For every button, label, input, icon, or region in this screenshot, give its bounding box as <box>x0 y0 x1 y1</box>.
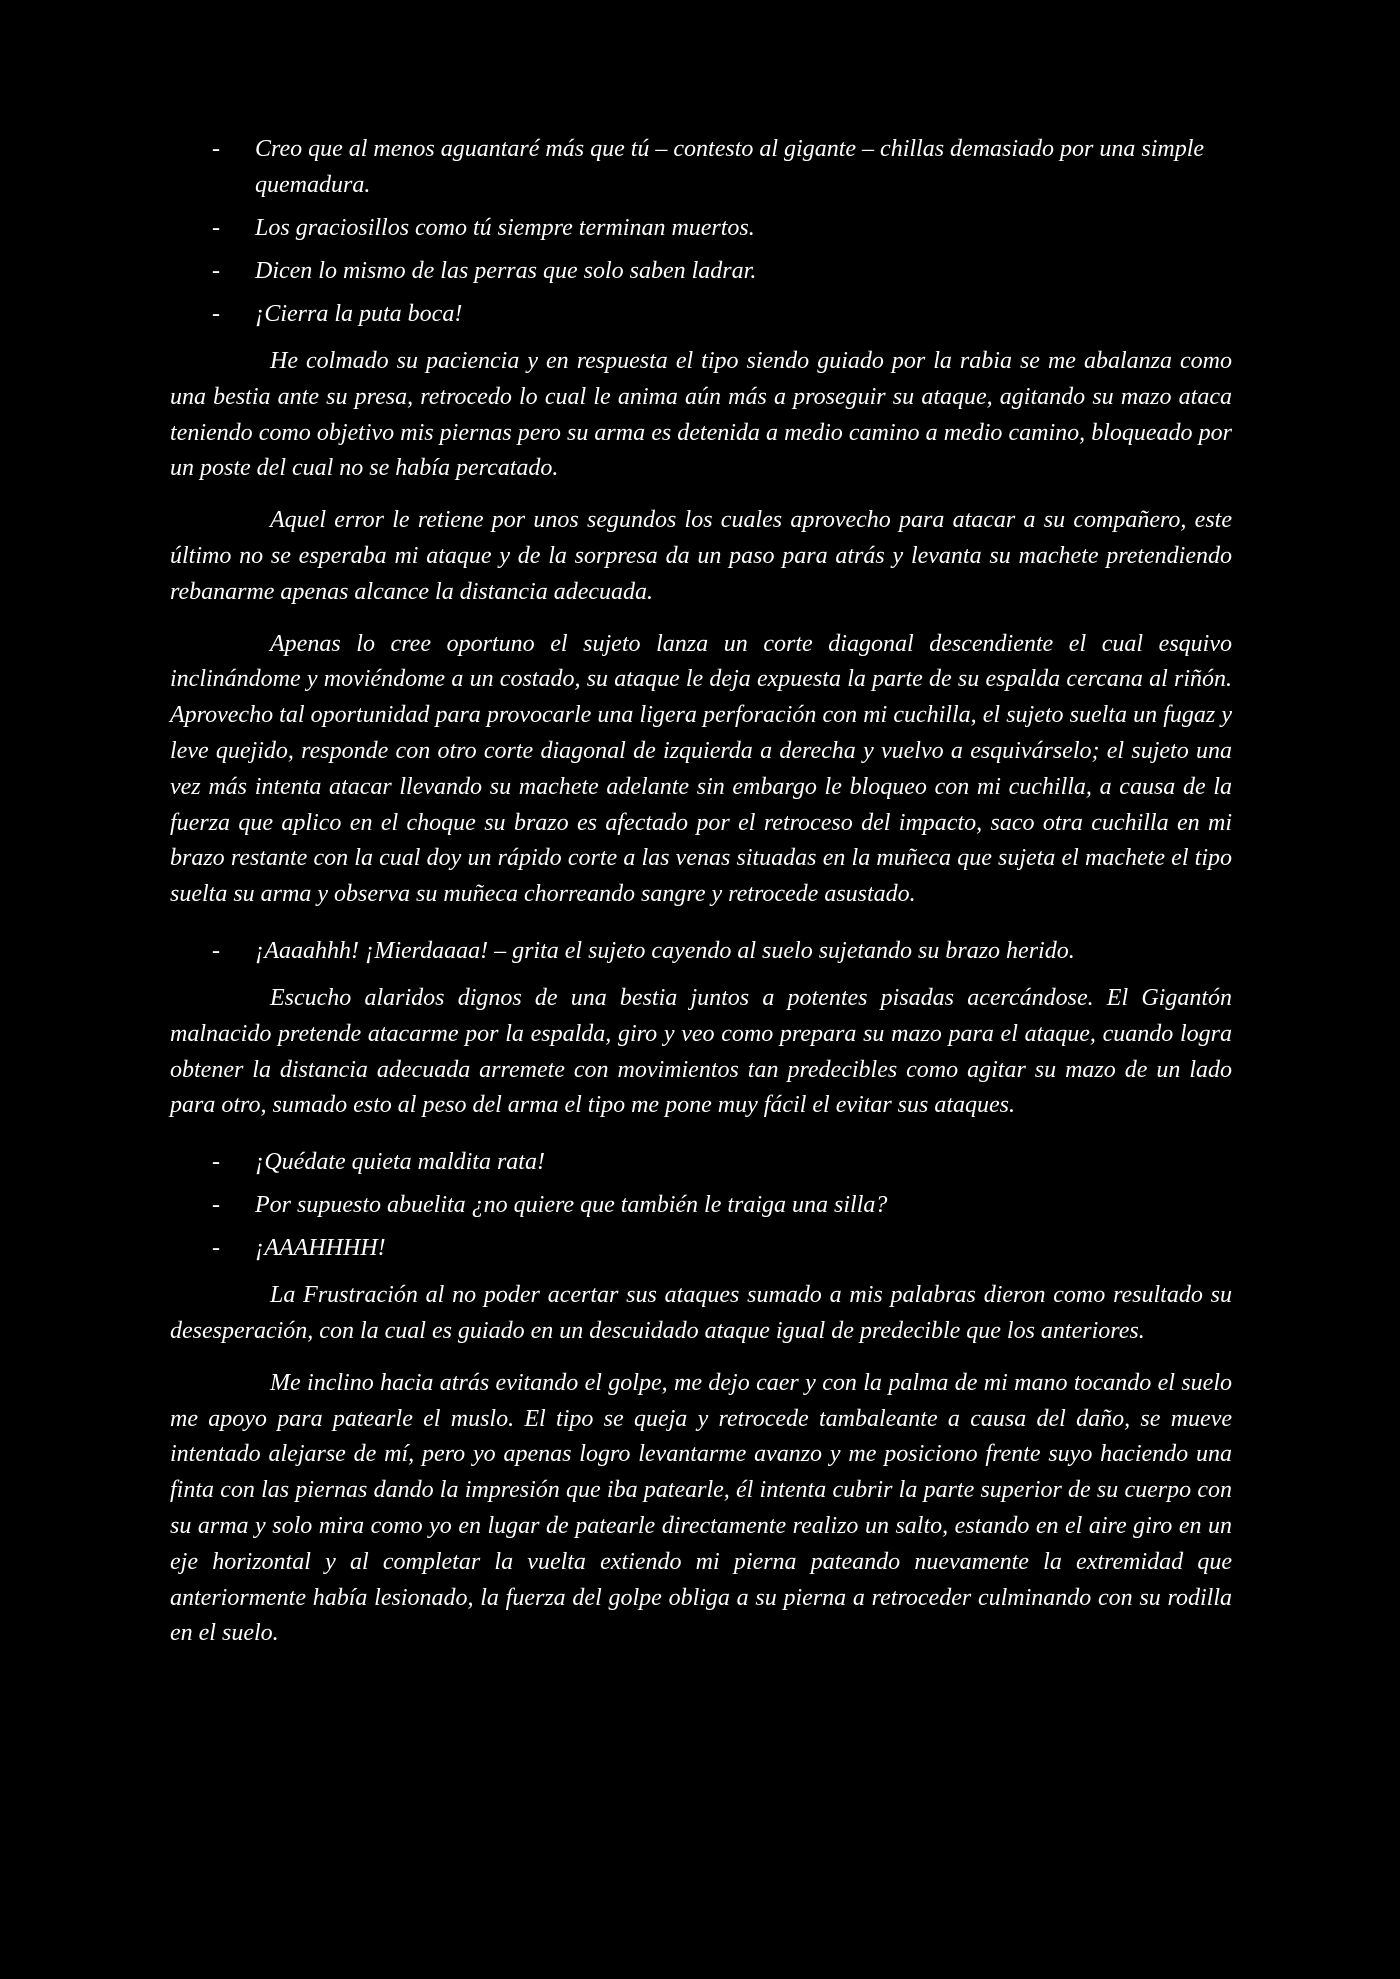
dialogue-dash: - <box>212 1192 220 1219</box>
dialogue-text: Los graciosillos como tú siempre terminan muertos. <box>255 215 755 241</box>
dialogue-dash: - <box>212 1149 220 1176</box>
dialogue-text: ¡Aaaahhh! ¡Mierdaaaa! – grita el sujeto cayendo al suelo sujetando su brazo herido. <box>255 937 1075 964</box>
dialogue-line <box>170 1187 1232 1223</box>
dialogue-text: Dicen lo mismo de las perras que solo saben ladrar. <box>255 258 757 284</box>
dialogue-dash: - <box>212 1235 220 1262</box>
body-paragraph: Me inclino hacia atrás evitando el golpe, me dejo caer y con la palma de mi mano tocando el suelo me apoyo para patearle el muslo. El tipo se queja y retrocede tambaleante a causa del daño, se mueve intentado alejarse de mí, pero yo apenas logro levantarme avanzo y me posiciono frente suyo haciendo una finta con las piernas dando la impresión que iba patearle, él intenta cubrir la parte superior de su cuerpo con su arma y solo mira como yo en lugar de patearle directamente realizo un salto, estando en el aire giro en un eje horizontal y al completar la vuelta extiendo mi pierna pateando nuevamente la extremidad que anteriormente había lesionado, la fuerza del golpe obliga a su pierna a retroceder culminando con su rodilla en el suelo. <box>170 1369 1232 1647</box>
dialogue-text: Creo que al menos aguantaré más que tú – contesto al gigante – chillas demasiado por una simple quemadura. <box>255 136 1205 198</box>
dialogue-block <box>170 1144 1232 1266</box>
body-paragraph: He colmado su paciencia y en respuesta el tipo siendo guiado por la rabia se me abalanza como una bestia ante su presa, retrocedo lo cual le anima aún más a proseguir su ataque, agitando su mazo ataca teniendo como objetivo mis piernas pero su arma es detenida a medio camino a medio camino, bloqueado por un poste del cual no se había percatado. <box>170 348 1232 482</box>
dialogue-dash: - <box>212 215 220 241</box>
dialogue-line <box>170 933 1232 969</box>
dialogue-line <box>170 210 1232 246</box>
document-page <box>170 131 1232 1668</box>
dialogue-text: Por supuesto abuelita ¿no quiere que también le traiga una silla? <box>255 1192 888 1219</box>
body-paragraph: Escucho alaridos dignos de una bestia juntos a potentes pisadas acercándose. El Gigantón malnacido pretende atacarme por la espalda, giro y veo como prepara su mazo para el ataque, cuando logra obtener la distancia adecuada arremete con movimientos tan predecibles como agitar su mazo de un lado para otro, sumado esto al peso del arma el tipo me pone muy fácil el evitar sus ataques. <box>170 984 1232 1119</box>
dialogue-line <box>170 131 1232 203</box>
dialogue-dash: - <box>212 258 220 284</box>
dialogue-line <box>170 1230 1232 1266</box>
dialogue-line <box>170 1144 1232 1180</box>
dialogue-text: ¡AAAHHHH! <box>255 1235 386 1262</box>
dialogue-block <box>170 933 1232 969</box>
dialogue-text: ¡Quédate quieta maldita rata! <box>255 1149 545 1176</box>
dialogue-text: ¡Cierra la puta boca! <box>255 301 463 327</box>
body-paragraph: Apenas lo cree oportuno el sujeto lanza un corte diagonal descendiente el cual esquivo inclinándome y moviéndome a un costado, su ataque le deja expuesta la parte de su espalda cercana al riñón. Aprovecho tal oportunidad para provocarle una ligera perforación con mi cuchilla, el sujeto suelta un fugaz y leve quejido, responde con otro corte diagonal de izquierda a derecha y vuelvo a esquivárselo; el sujeto una vez más intenta atacar llevando su machete adelante sin embargo le bloqueo con mi cuchilla, a causa de la fuerza que aplico en el choque su brazo es afectado por el retroceso del impacto, saco otra cuchilla en mi brazo restante con la cual doy un rápido corte a las venas situadas en la muñeca que sujeta el machete el tipo suelta su arma y observa su muñeca chorreando sangre y retrocede asustado. <box>170 630 1232 908</box>
dialogue-dash: - <box>212 301 220 327</box>
dialogue-line <box>170 253 1232 289</box>
dialogue-block <box>170 131 1232 332</box>
dialogue-dash: - <box>212 937 220 964</box>
dialogue-dash: - <box>212 136 220 162</box>
dialogue-line <box>170 296 1232 332</box>
body-paragraph: La Frustración al no poder acertar sus ataques sumado a mis palabras dieron como resultado su desesperación, con la cual es guiado en un descuidado ataque igual de predecible que los anteriores. <box>170 1282 1232 1344</box>
body-paragraph: Aquel error le retiene por unos segundos los cuales aprovecho para atacar a su compañero, este último no se esperaba mi ataque y de la sorpresa da un paso para atrás y levanta su machete pretendiendo rebanarme apenas alcance la distancia adecuada. <box>170 507 1232 605</box>
